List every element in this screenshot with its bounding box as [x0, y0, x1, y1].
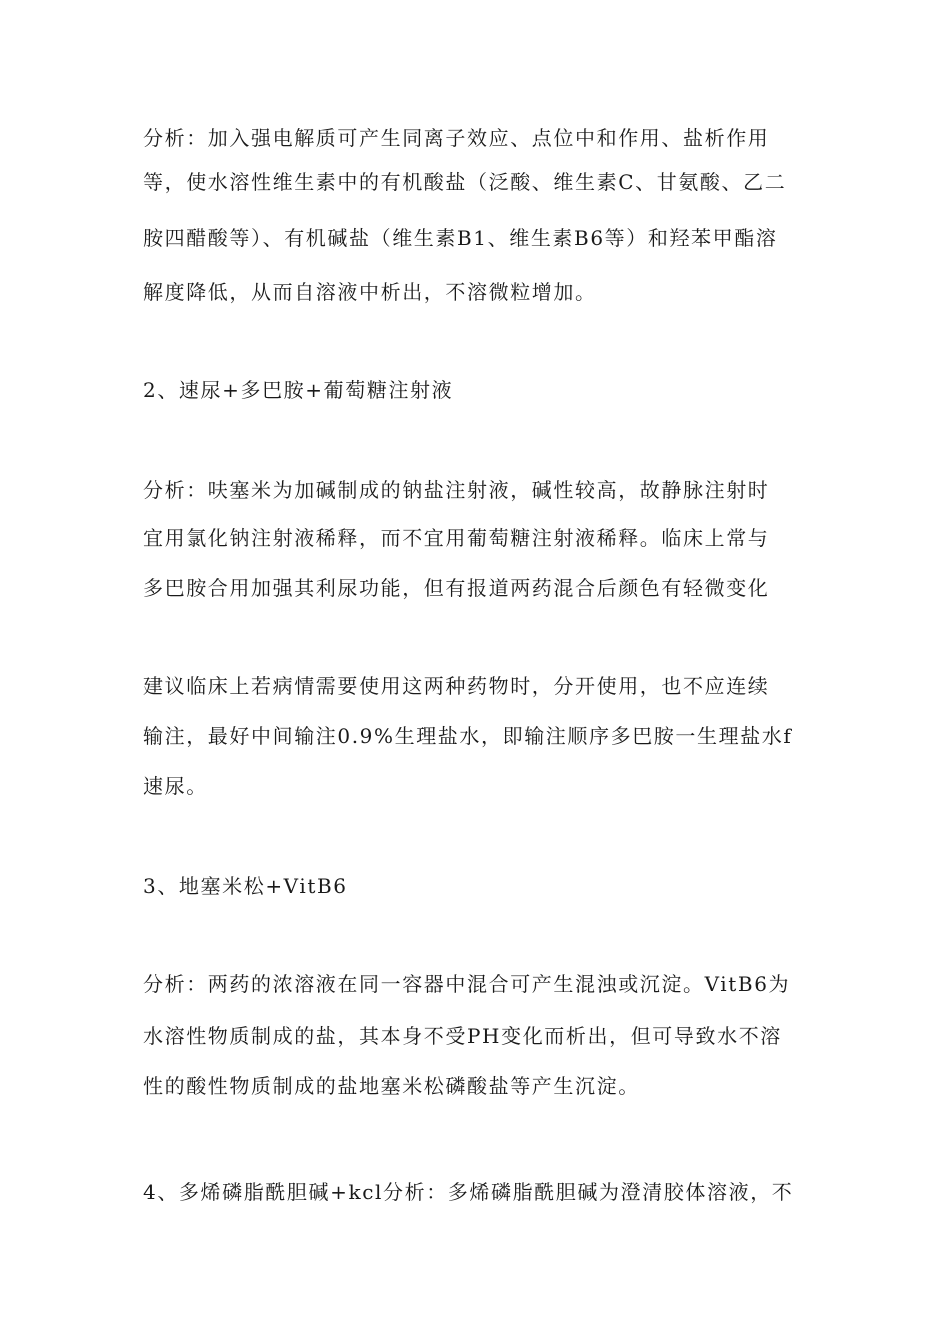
paragraph-3-line-2: 输注，最好中间输注0.9%生理盐水，即输注顺序多巴胺一生理盐水f: [143, 724, 793, 748]
paragraph-2-line-3: 多巴胺合用加强其利尿功能，但有报道两药混合后颜色有轻微变化: [143, 576, 770, 600]
section-heading-4: 4、多烯磷脂酰胆碱+kcl分析：多烯磷脂酰胆碱为澄清胶体溶液，不: [143, 1180, 794, 1204]
section-heading-3: 3、地塞米松+VitB6: [143, 874, 348, 898]
paragraph-4-line-1: 分析：两药的浓溶液在同一容器中混合可产生混浊或沉淀。VitB6为: [143, 972, 791, 996]
paragraph-1-line-1: 分析：加入强电解质可产生同离子效应、点位中和作用、盐析作用: [143, 126, 770, 150]
paragraph-4-line-2: 水溶性物质制成的盐，其本身不受PH变化而析出，但可导致水不溶: [143, 1024, 782, 1048]
paragraph-4-line-3: 性的酸性物质制成的盐地塞米松磷酸盐等产生沉淀。: [143, 1074, 640, 1098]
paragraph-3-line-3: 速尿。: [143, 774, 208, 798]
paragraph-1-line-4: 解度降低，从而自溶液中析出，不溶微粒增加。: [143, 280, 597, 304]
paragraph-1-line-2: 等，使水溶性维生素中的有机酸盐（泛酸、维生素C、甘氨酸、乙二: [143, 170, 787, 194]
paragraph-1-line-3: 胺四醋酸等）、有机碱盐（维生素B1、维生素B6等）和羟苯甲酯溶: [143, 226, 778, 250]
paragraph-3-line-1: 建议临床上若病情需要使用这两种药物时，分开使用，也不应连续: [143, 674, 770, 698]
section-heading-2: 2、速尿+多巴胺+葡萄糖注射液: [143, 378, 454, 402]
paragraph-2-line-1: 分析：呋塞米为加碱制成的钠盐注射液，碱性较高，故静脉注射时: [143, 478, 770, 502]
paragraph-2-line-2: 宜用氯化钠注射液稀释，而不宜用葡萄糖注射液稀释。临床上常与: [143, 526, 770, 550]
